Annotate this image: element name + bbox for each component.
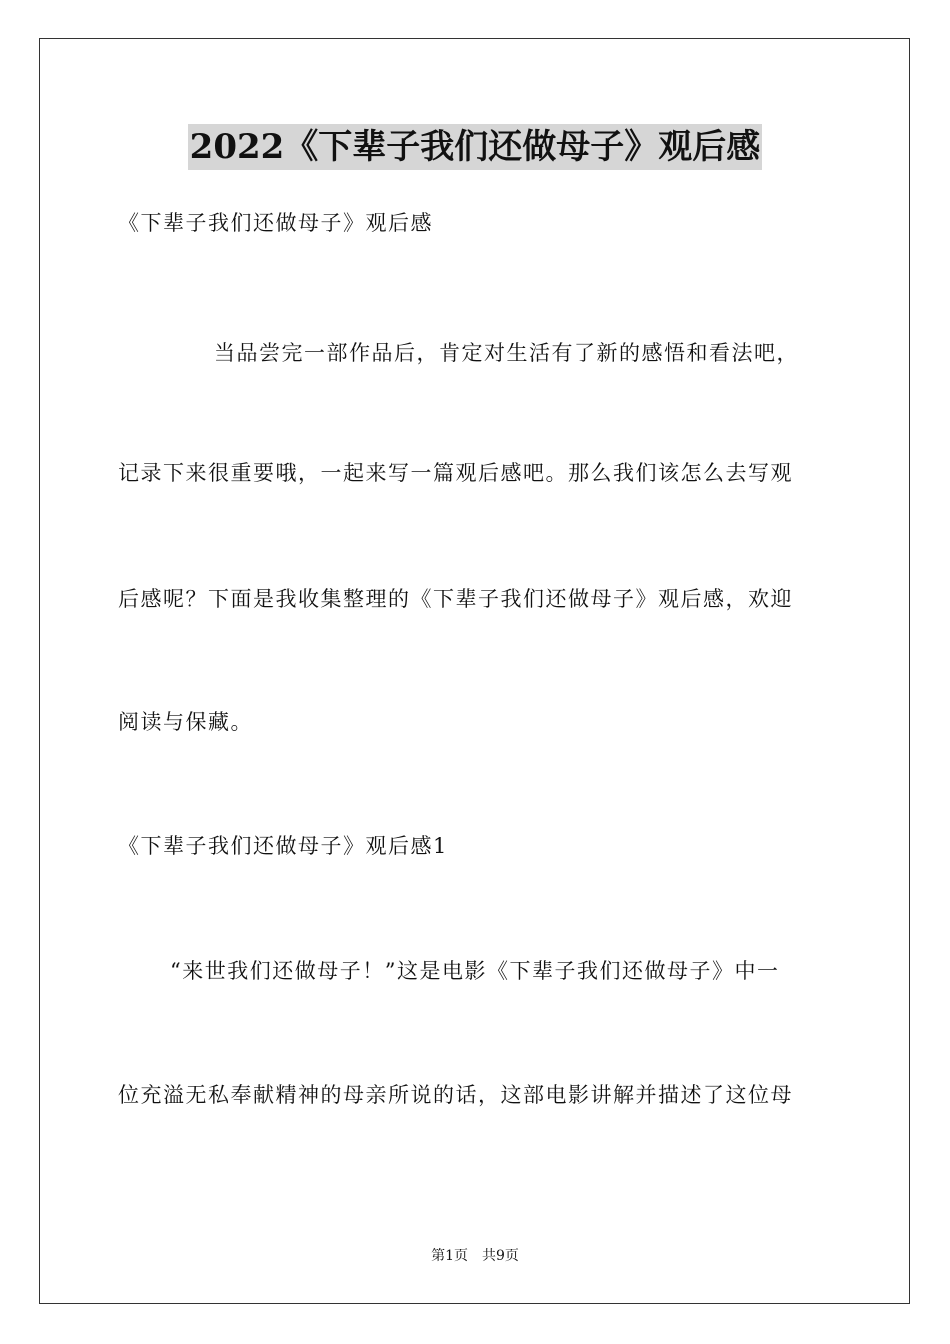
title-container: [0, 124, 950, 170]
paragraph-line: 位充溢无私奉献精神的母亲所说的话，这部电影讲解并描述了这位母: [118, 1083, 793, 1107]
document-title: 2022《下辈子我们还做母子》观后感: [188, 124, 763, 170]
page-footer: 第1页 共9页: [431, 1248, 519, 1264]
paragraph-line: “来世我们还做母子！”这是电影《下辈子我们还做母子》中一: [170, 959, 780, 983]
paragraph-line: 阅读与保藏。: [118, 710, 253, 734]
section-heading: 《下辈子我们还做母子》观后感1: [118, 834, 448, 858]
subtitle-line: 《下辈子我们还做母子》观后感: [118, 211, 433, 235]
paragraph-line: 当品尝完一部作品后，肯定对生活有了新的感悟和看法吧，: [214, 341, 799, 365]
paragraph-line: 后感呢？下面是我收集整理的《下辈子我们还做母子》观后感，欢迎: [118, 587, 793, 611]
paragraph-line: 记录下来很重要哦，一起来写一篇观后感吧。那么我们该怎么去写观: [118, 461, 793, 485]
